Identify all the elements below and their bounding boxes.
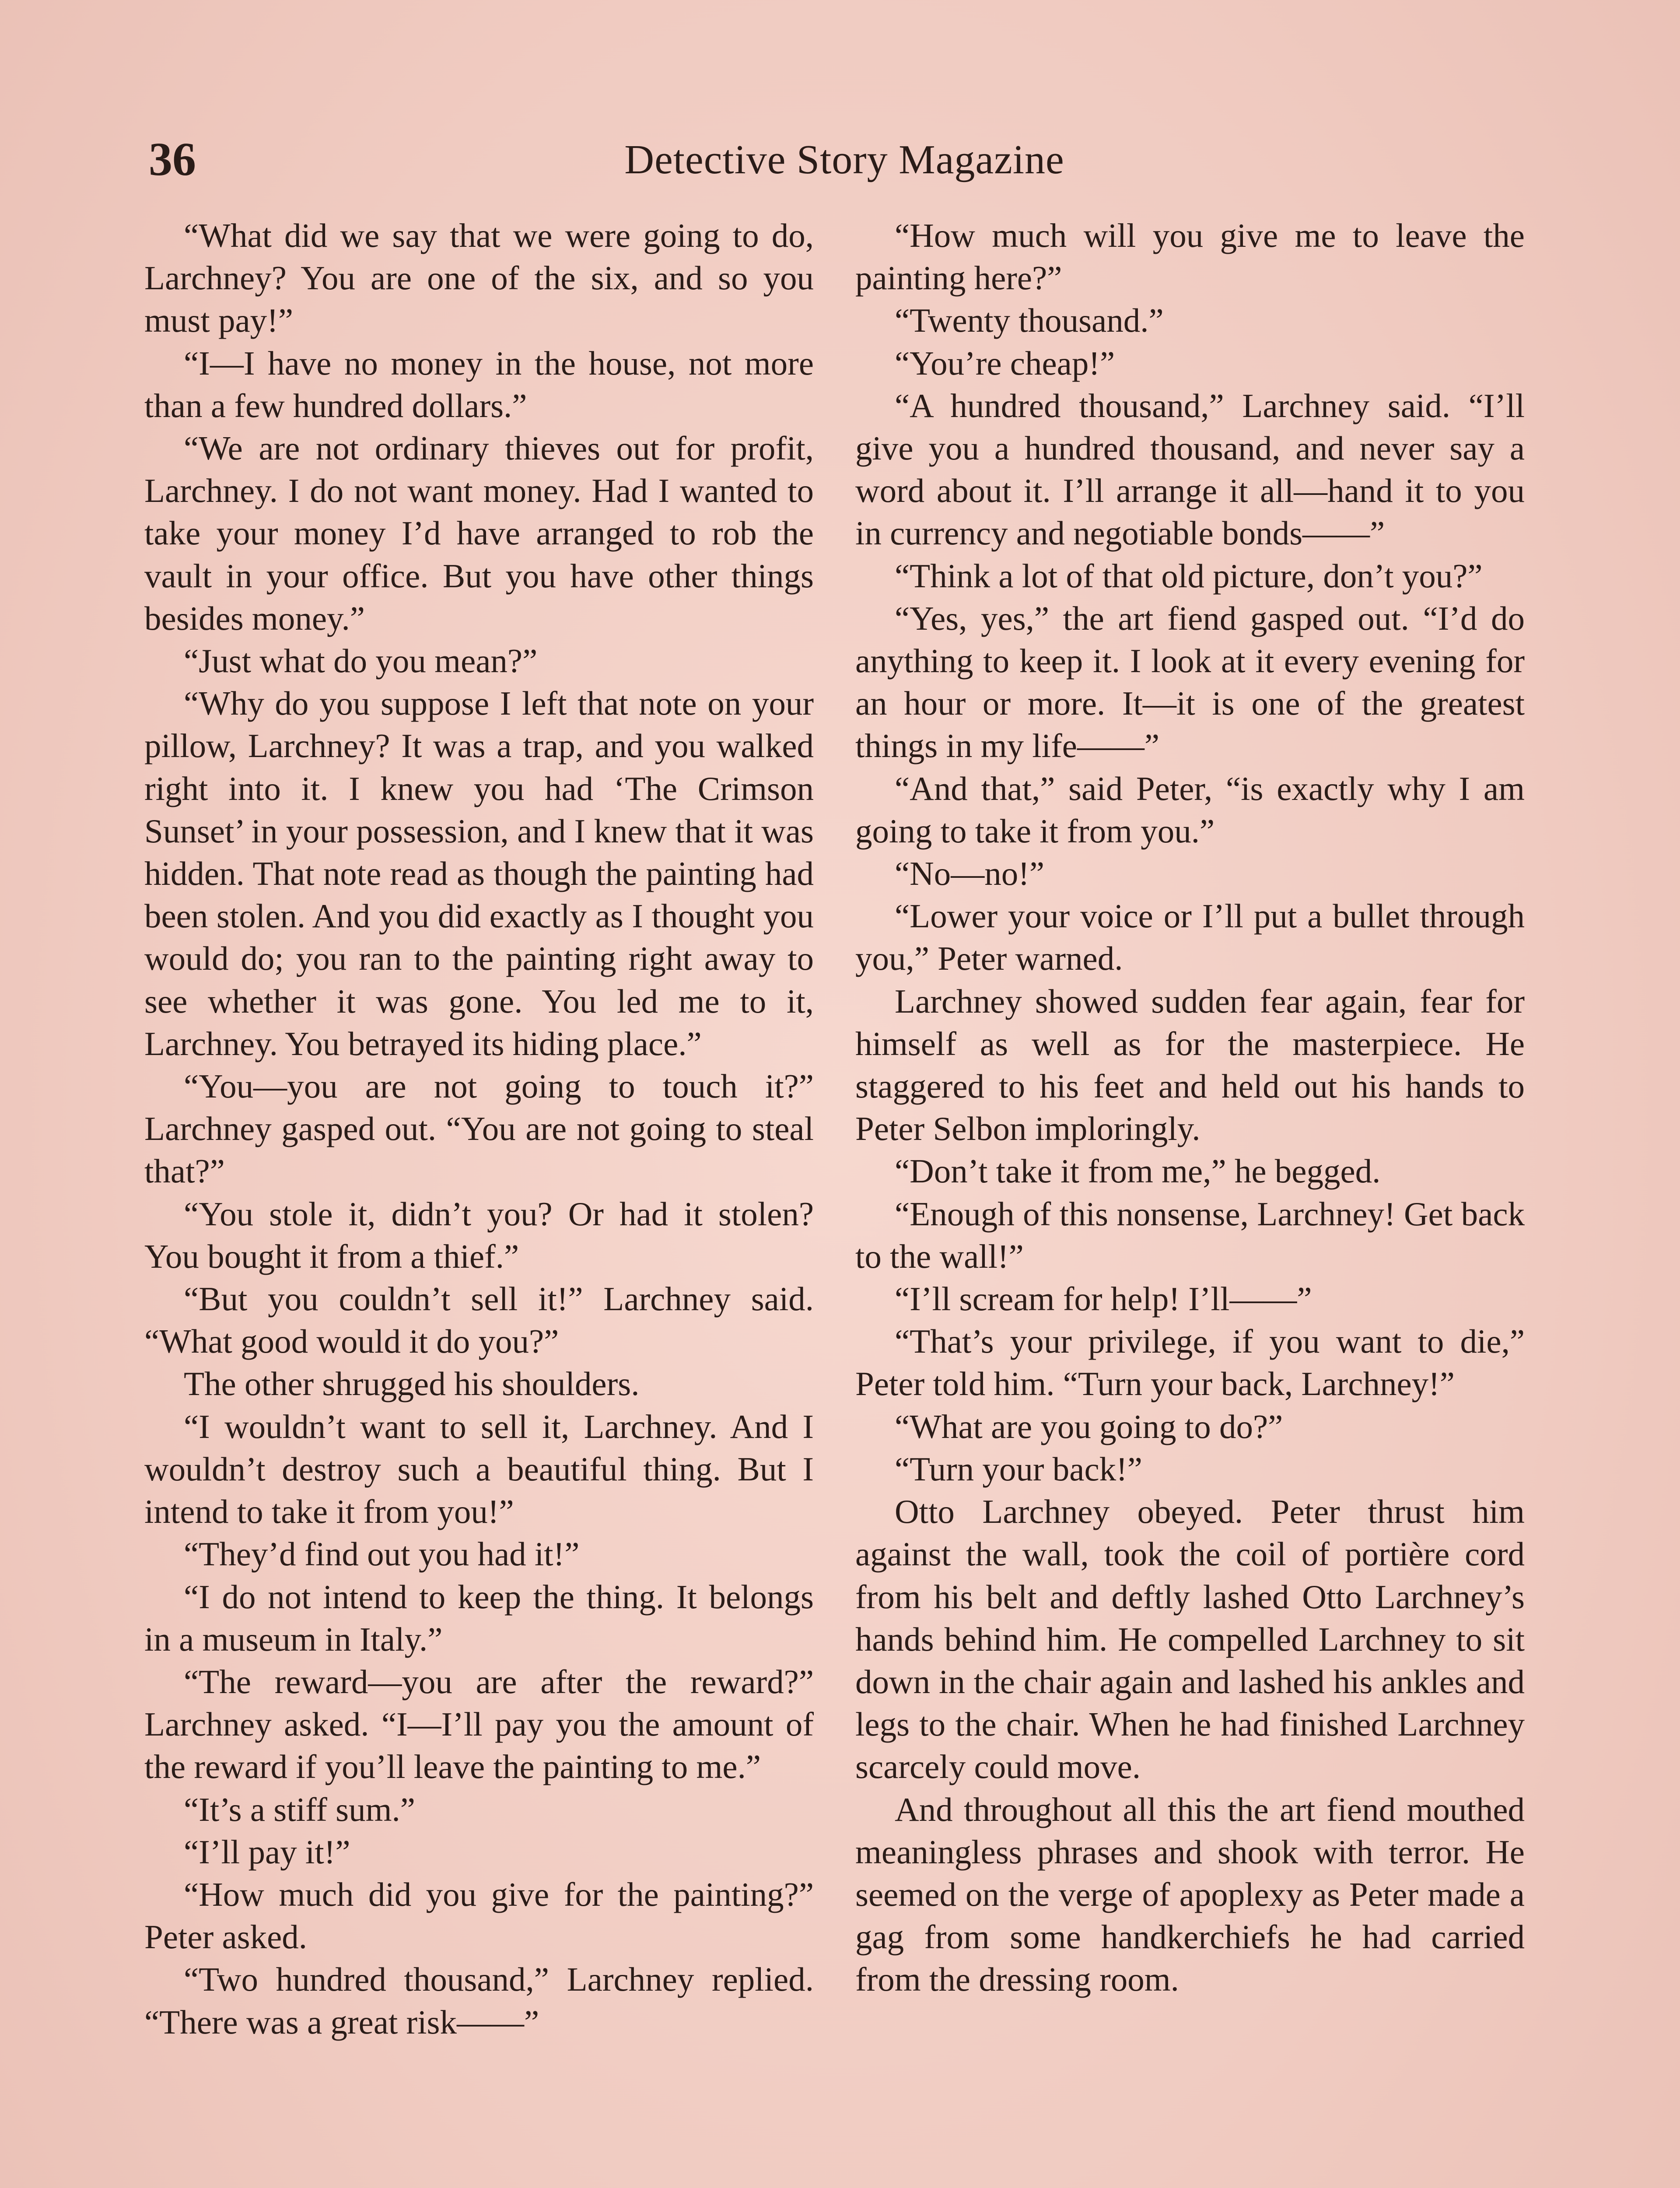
left-column xyxy=(144,214,814,2188)
paragraph: “I do not intend to keep the thing. It belongs in a museum in Italy.” xyxy=(144,1578,814,1658)
paragraph: “You’re cheap!” xyxy=(895,344,1115,382)
paragraph: “How much did you give for the painting?” Peter asked. xyxy=(144,1875,814,1956)
paragraph: “No—no!” xyxy=(895,855,1045,893)
paragraph: “It’s a stiff sum.” xyxy=(184,1790,415,1828)
paragraph: “You stole it, didn’t you? Or had it stolen? You bought it from a thief.” xyxy=(144,1195,814,1275)
paragraph: “Why do you suppose I left that note on your pillow, Larchney? It was a trap, and you walked right into it. I knew you had ‘The Crimson Sunset’ in your possession, and I knew that it was hidden. That note read as though the painting had been stolen. And you did exactly as I thought you would do; you ran to the painting right away to see whether it was gone. You led me to it, Larchney. You betrayed its hiding place.” xyxy=(144,684,814,1062)
paragraph: “That’s your privilege, if you want to die,” Peter told him. “Turn your back, Larchney!” xyxy=(855,1322,1525,1403)
paragraph: “Enough of this nonsense, Larchney! Get back to the wall!” xyxy=(855,1195,1525,1275)
page-header xyxy=(149,127,1540,193)
paragraph: “What did we say that we were going to do, Larchney? You are one of the six, and so you must pay!” xyxy=(144,217,814,340)
paragraph: “Lower your voice or I’ll put a bullet through you,” Peter warned. xyxy=(855,897,1525,978)
page-number: 36 xyxy=(149,133,196,186)
paragraph: “Turn your back!” xyxy=(895,1450,1142,1488)
paragraph: Larchney showed sudden fear again, fear for himself as well as for the masterpiece. He staggered to his feet and held out his hands to Peter Selbon imploringly. xyxy=(855,982,1525,1148)
running-title: Detective Story Magazine xyxy=(624,137,1064,182)
paragraph: “Yes, yes,” the art fiend gasped out. “I’d do anything to keep it. I look at it every evening for an hour or more. It—it is one of the greatest things in my life——” xyxy=(855,599,1525,765)
paragraph: “But you couldn’t sell it!” Larchney said. “What good would it do you?” xyxy=(144,1280,814,1360)
paragraph: “Just what do you mean?” xyxy=(184,642,538,680)
paragraph: Otto Larchney obeyed. Peter thrust him against the wall, took the coil of portière cord from his belt and deftly lashed Otto Larchney’s hands behind him. He compelled Larchney to sit down in the chair again and lashed his ankles and legs to the chair. When he had finished Larchney scarcely could move. xyxy=(855,1493,1525,1786)
paragraph: “I’ll pay it!” xyxy=(184,1833,350,1871)
paragraph: “The reward—you are after the reward?” Larchney asked. “I—I’ll pay you the amount of the reward if you’ll leave the painting to me.” xyxy=(144,1662,814,1786)
paragraph: “I’ll scream for help! I’ll——” xyxy=(895,1280,1312,1318)
paragraph: “Don’t take it from me,” he begged. xyxy=(895,1152,1381,1190)
right-column xyxy=(855,214,1525,2188)
paragraph: “I wouldn’t want to sell it, Larchney. And I wouldn’t destroy such a beautiful thing. But I intend to take it from you!” xyxy=(144,1407,814,1531)
paragraph: “A hundred thousand,” Larchney said. “I’ll give you a hundred thousand, and never say a word about it. I’ll arrange it all—hand it to you in currency and negotiable bonds——” xyxy=(855,386,1525,552)
paragraph: “How much will you give me to leave the painting here?” xyxy=(855,217,1525,297)
paragraph: “I—I have no money in the house, not more than a few hundred dollars.” xyxy=(144,344,814,424)
paragraph: The other shrugged his shoulders. xyxy=(184,1365,640,1403)
paragraph: And throughout all this the art fiend mouthed meaningless phrases and shook with terror. He seemed on the verge of apoplexy as Peter made a gag from some handkerchiefs he had carried from the dressing room. xyxy=(855,1790,1525,1999)
paragraph: “Think a lot of that old picture, don’t you?” xyxy=(895,557,1483,595)
paragraph: “Twenty thousand.” xyxy=(895,302,1164,340)
paragraph: “Two hundred thousand,” Larchney replied. “There was a great risk——” xyxy=(144,1960,814,2041)
paragraph: “And that,” said Peter, “is exactly why I am going to take it from you.” xyxy=(855,769,1525,850)
paragraph: “You—you are not going to touch it?” Larchney gasped out. “You are not going to steal that?” xyxy=(144,1067,814,1190)
paragraph: “We are not ordinary thieves out for profit, Larchney. I do not want money. Had I wanted to take your money I’d have arranged to rob the vault in your office. But you have other things besides money.” xyxy=(144,429,814,637)
paragraph: “They’d find out you had it!” xyxy=(184,1535,580,1573)
paragraph: “What are you going to do?” xyxy=(895,1407,1283,1445)
